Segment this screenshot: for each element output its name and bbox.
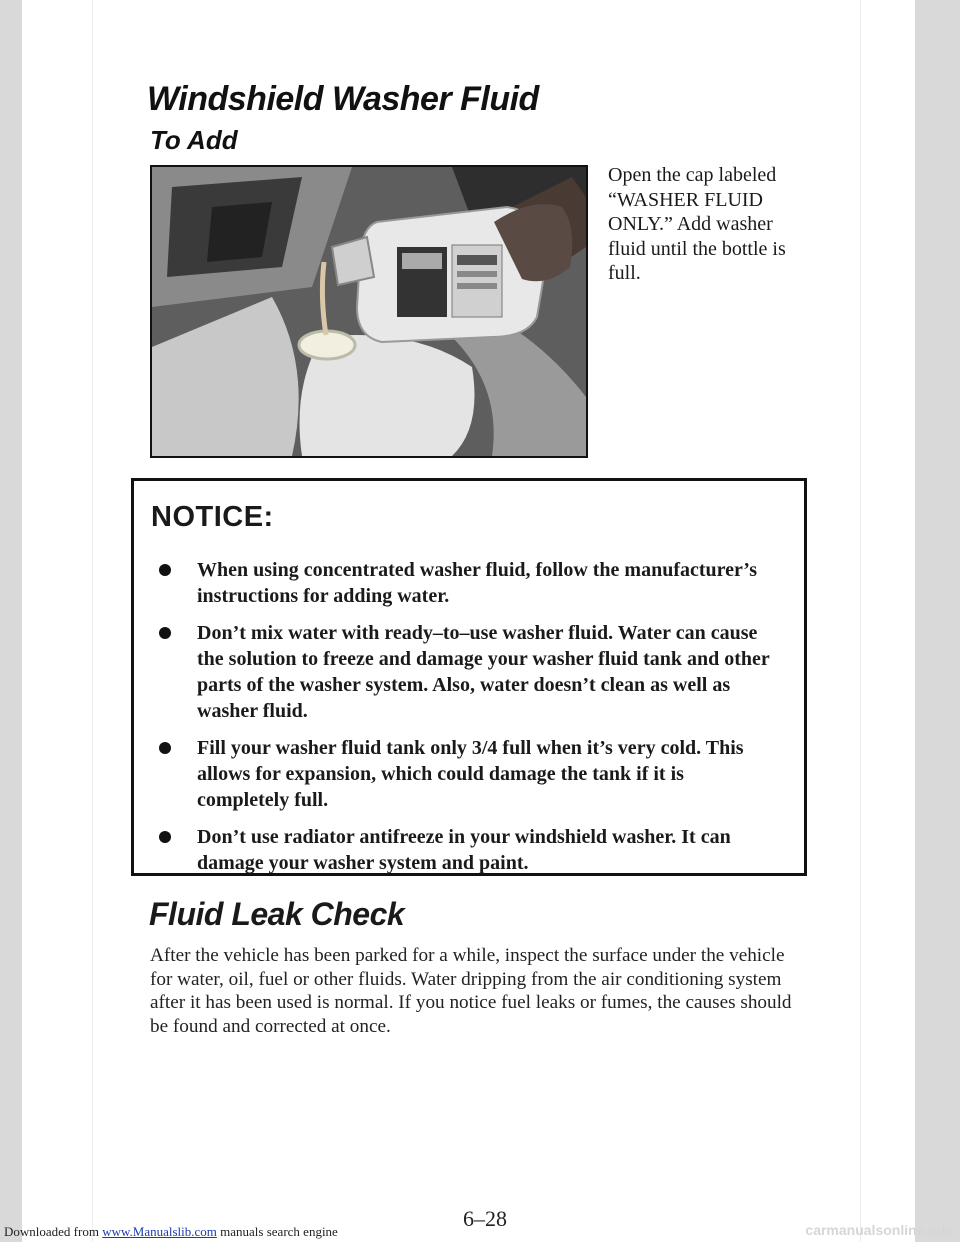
notice-item-text: Don’t mix water with ready–to–use washer fluid. Water can cause the solution to freeze and damage your washer fluid tank and other parts of the washer system. Also, water doesn’t clean as well as washer fluid. [197,622,770,722]
bullet-icon [159,742,171,754]
bullet-icon [159,627,171,639]
notice-heading: NOTICE: [151,501,274,533]
notice-list [134,557,774,887]
scan-gutter-line [860,0,861,1242]
notice-item-text: Fill your washer fluid tank only 3/4 full when it’s very cold. This allows for expansion, which could damage the tank if it is completely full. [197,737,744,811]
page-title: Windshield Washer Fluid [147,80,539,118]
notice-item [134,735,774,813]
leak-check-paragraph: After the vehicle has been parked for a while, inspect the surface under the vehicle for water, oil, fuel or other fluids. Water dripping from the air conditioning system after it has been used is normal. If you notice fuel leaks or fumes, the causes should be found and corrected at once. [150,945,792,1037]
download-prefix: Downloaded from [4,1224,103,1239]
download-suffix: manuals search engine [216,1224,338,1239]
notice-item-text: When using concentrated washer fluid, follow the manufacturer’s instructions for adding water. [197,559,757,607]
notice-box [131,478,807,876]
add-fluid-instructions: Open the cap labeled “WASHER FLUID ONLY.” Add washer fluid until the bottle is full. [608,164,786,284]
bullet-icon [159,564,171,576]
notice-item [134,557,774,609]
washer-fluid-photo-illustration [152,167,586,456]
section-title-leak-check: Fluid Leak Check [149,896,405,932]
notice-item-text: Don’t use radiator antifreeze in your windshield washer. It can damage your washer system and paint. [197,826,731,874]
page-number: 6–28 [463,1206,507,1231]
washer-fluid-photo [150,165,588,458]
download-credit [4,1224,338,1240]
manualslib-link[interactable]: www.Manualslib.com [102,1224,217,1239]
bullet-icon [159,831,171,843]
scan-gutter-line [92,0,93,1242]
section-subtitle: To Add [150,125,238,155]
site-watermark: carmanualsonline.info [805,1222,954,1238]
notice-item [134,824,774,876]
notice-item [134,620,774,724]
